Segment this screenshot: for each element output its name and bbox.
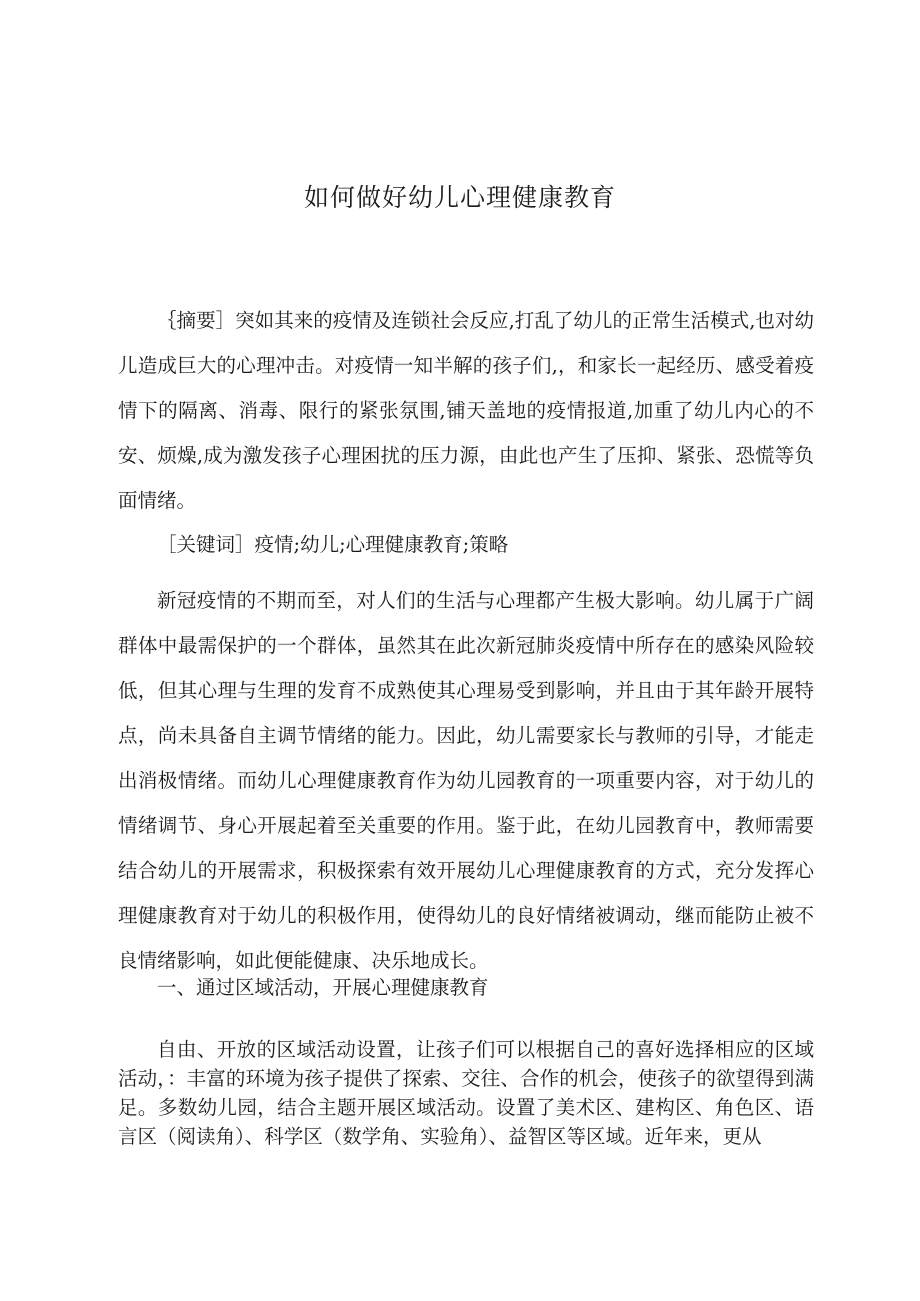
intro-paragraph: 新冠疫情的不期而至，对人们的生活与心理都产生极大影响。幼儿属于广阔群体中最需保护的一个群体，虽然其在此次新冠肺炎疫情中所存在的感染风险较低，但其心理与生理的发育不成熟使其心理易受到影响，并且由于其年龄开展特点，尚未具备自主调节情绪的能力。因此，幼儿需要家长与教师的引导，才能走出消极情绪。而幼儿心理健康教育作为幼儿园教育的一项重要内容，对于幼儿的情绪调节、身心开展起着至关重要的作用。鉴于此，在幼儿园教育中，教师需要结合幼儿的开展需求，积极探索有效开展幼儿心理健康教育的方式，充分发挥心理健康教育对于幼儿的积极作用，使得幼儿的良好情绪被调动，继而能防止被不良情绪影响，如此便能健康、决乐地成长。 [118, 589, 814, 972]
document-title: 如何做好幼儿心理健康教育 [303, 183, 616, 212]
section-heading: 一、通过区域活动，开展心理健康教育 [157, 976, 489, 999]
abstract-paragraph: ｛摘要］突如其来的疫情及连锁社会反应,打乱了幼儿的正常生活模式,也对幼儿造成巨大的心理冲击。对疫情一知半解的孩子们,，和家长一起经历、感受着疫情下的隔离、消毒、限行的紧张氛围,铺天盖地的疫情报道,加重了幼儿内心的不安、烦燥,成为激发孩子心理困扰的压力源，由此也产生了压抑、紧张、恐慌等负面情绪。 [118, 309, 814, 512]
section-body-paragraph: 自由、开放的区域活动设置，让孩子们可以根据自己的喜好选择相应的区域活动，：丰富的环境为孩子提供了探索、交往、合作的机会，使孩子的欲望得到满足。多数幼儿园，结合主题开展区域活动。设置了美术区、建构区、角色区、语言区（阅读角）、科学区（数学角、实验角）、益智区等区域。近年来，更从 [118, 1038, 814, 1148]
keywords-paragraph: ［关键词］疫情;幼儿;心理健康教育;策略 [157, 533, 509, 556]
